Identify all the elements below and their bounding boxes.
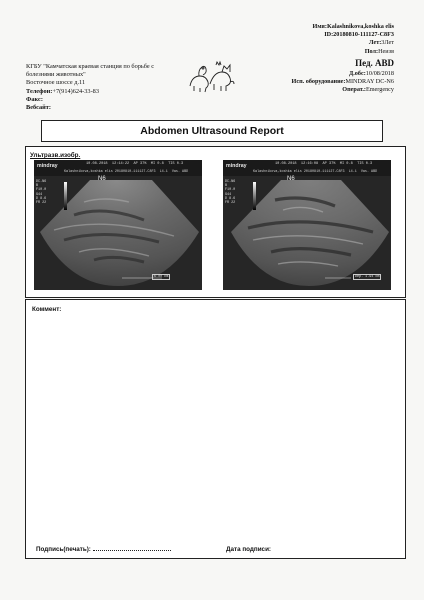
clinic-phone: +7(914)624-33-83 — [52, 87, 99, 95]
equipment: MINDRAY DC-N6 — [345, 78, 394, 86]
report-title-box — [41, 120, 383, 142]
clinic-phone-row: Телефон:+7(914)624-33-83 — [26, 87, 99, 95]
clinic-website-row: Вебсайт: — [26, 104, 51, 112]
signature-field[interactable]: Подпись(печать): — [36, 546, 171, 553]
signature-line — [93, 550, 171, 551]
image-patient-line: Kalashnikova,koshka elis 20180810-111127-C8F3 L4-1 Vas. ABD — [64, 170, 189, 174]
brand-logo: mindray — [226, 163, 247, 169]
images-label: Ультразв.изобр. — [30, 152, 81, 159]
patient-age: 3Лет — [381, 39, 394, 47]
depth-readout: Dep. 1.94 cm — [355, 275, 380, 279]
depth-readout: 5.00 cm — [154, 275, 169, 279]
ultrasound-image-2[interactable] — [223, 160, 391, 290]
ultrasound-image-1[interactable] — [34, 160, 202, 290]
patient-id-row: ID:20180810-111127-C8F3 — [324, 31, 394, 39]
clinic-fax-row: Факс: — [26, 95, 43, 103]
grayscale-bar — [253, 182, 256, 210]
clinic-name: КГБУ "Камчатская краевая станция по борьбе с болезнями животных" — [26, 63, 155, 79]
brand-logo: mindray — [37, 163, 58, 169]
image-datetime: 10.08.2018 12:16:08 AP 37% MI 0.8 TIS 0.3 — [275, 162, 373, 166]
clinic-address: Восточное шоссе д.11 — [26, 79, 86, 87]
patient-header — [292, 23, 394, 94]
comment-section[interactable] — [25, 299, 406, 559]
image-patient-line: Kalashnikova,koshka elis 20180810-111127-C8F3 L4-1 Vas. ABD — [253, 170, 378, 174]
operator: Emergency — [365, 86, 394, 94]
image-params: DC-N6 B F10.0 G44 D 8.6 FR 22 — [225, 180, 236, 206]
patient-sex: Неизв — [378, 47, 394, 55]
comment-label: Коммент: — [32, 306, 62, 313]
operator-row: Операт.:Emergency — [342, 86, 394, 94]
image-datetime: 10.08.2018 12:14:22 AP 37% MI 0.8 TIS 0.3 — [86, 162, 184, 166]
ultrasound-scan-2 — [223, 160, 391, 290]
clinic-logo-icon — [186, 60, 236, 94]
patient-id: 20180810-111127-C8F3 — [333, 31, 394, 39]
probe-label: N6 — [98, 176, 106, 182]
ultrasound-scan-1 — [34, 160, 202, 290]
patient-sex-row: Пол:Неизв — [364, 47, 394, 55]
probe-label: N6 — [287, 176, 295, 182]
patient-name-row: Имя:Kalashnikova,koshka elis — [312, 23, 394, 30]
dob-row: Д.обс:10/08/2018 — [348, 69, 394, 77]
report-title: Abdomen Ultrasound Report — [140, 125, 284, 137]
image-params: DC-N6 B F10.0 G44 D 8.6 FR 22 — [36, 180, 47, 206]
equipment-row: Исп. оборудование:MINDRAY DC-N6 — [291, 78, 394, 86]
grayscale-bar — [64, 182, 67, 210]
clinic-info — [26, 63, 176, 112]
exam-date: 10/08/2018 — [365, 69, 394, 77]
signature-date-field[interactable]: Дата подписи: — [226, 546, 272, 553]
exam-type: Пед. ABD — [355, 57, 394, 68]
patient-age-row: Лет:3Лет — [368, 39, 394, 47]
patient-name: Kalashnikova,koshka elis — [326, 23, 394, 30]
